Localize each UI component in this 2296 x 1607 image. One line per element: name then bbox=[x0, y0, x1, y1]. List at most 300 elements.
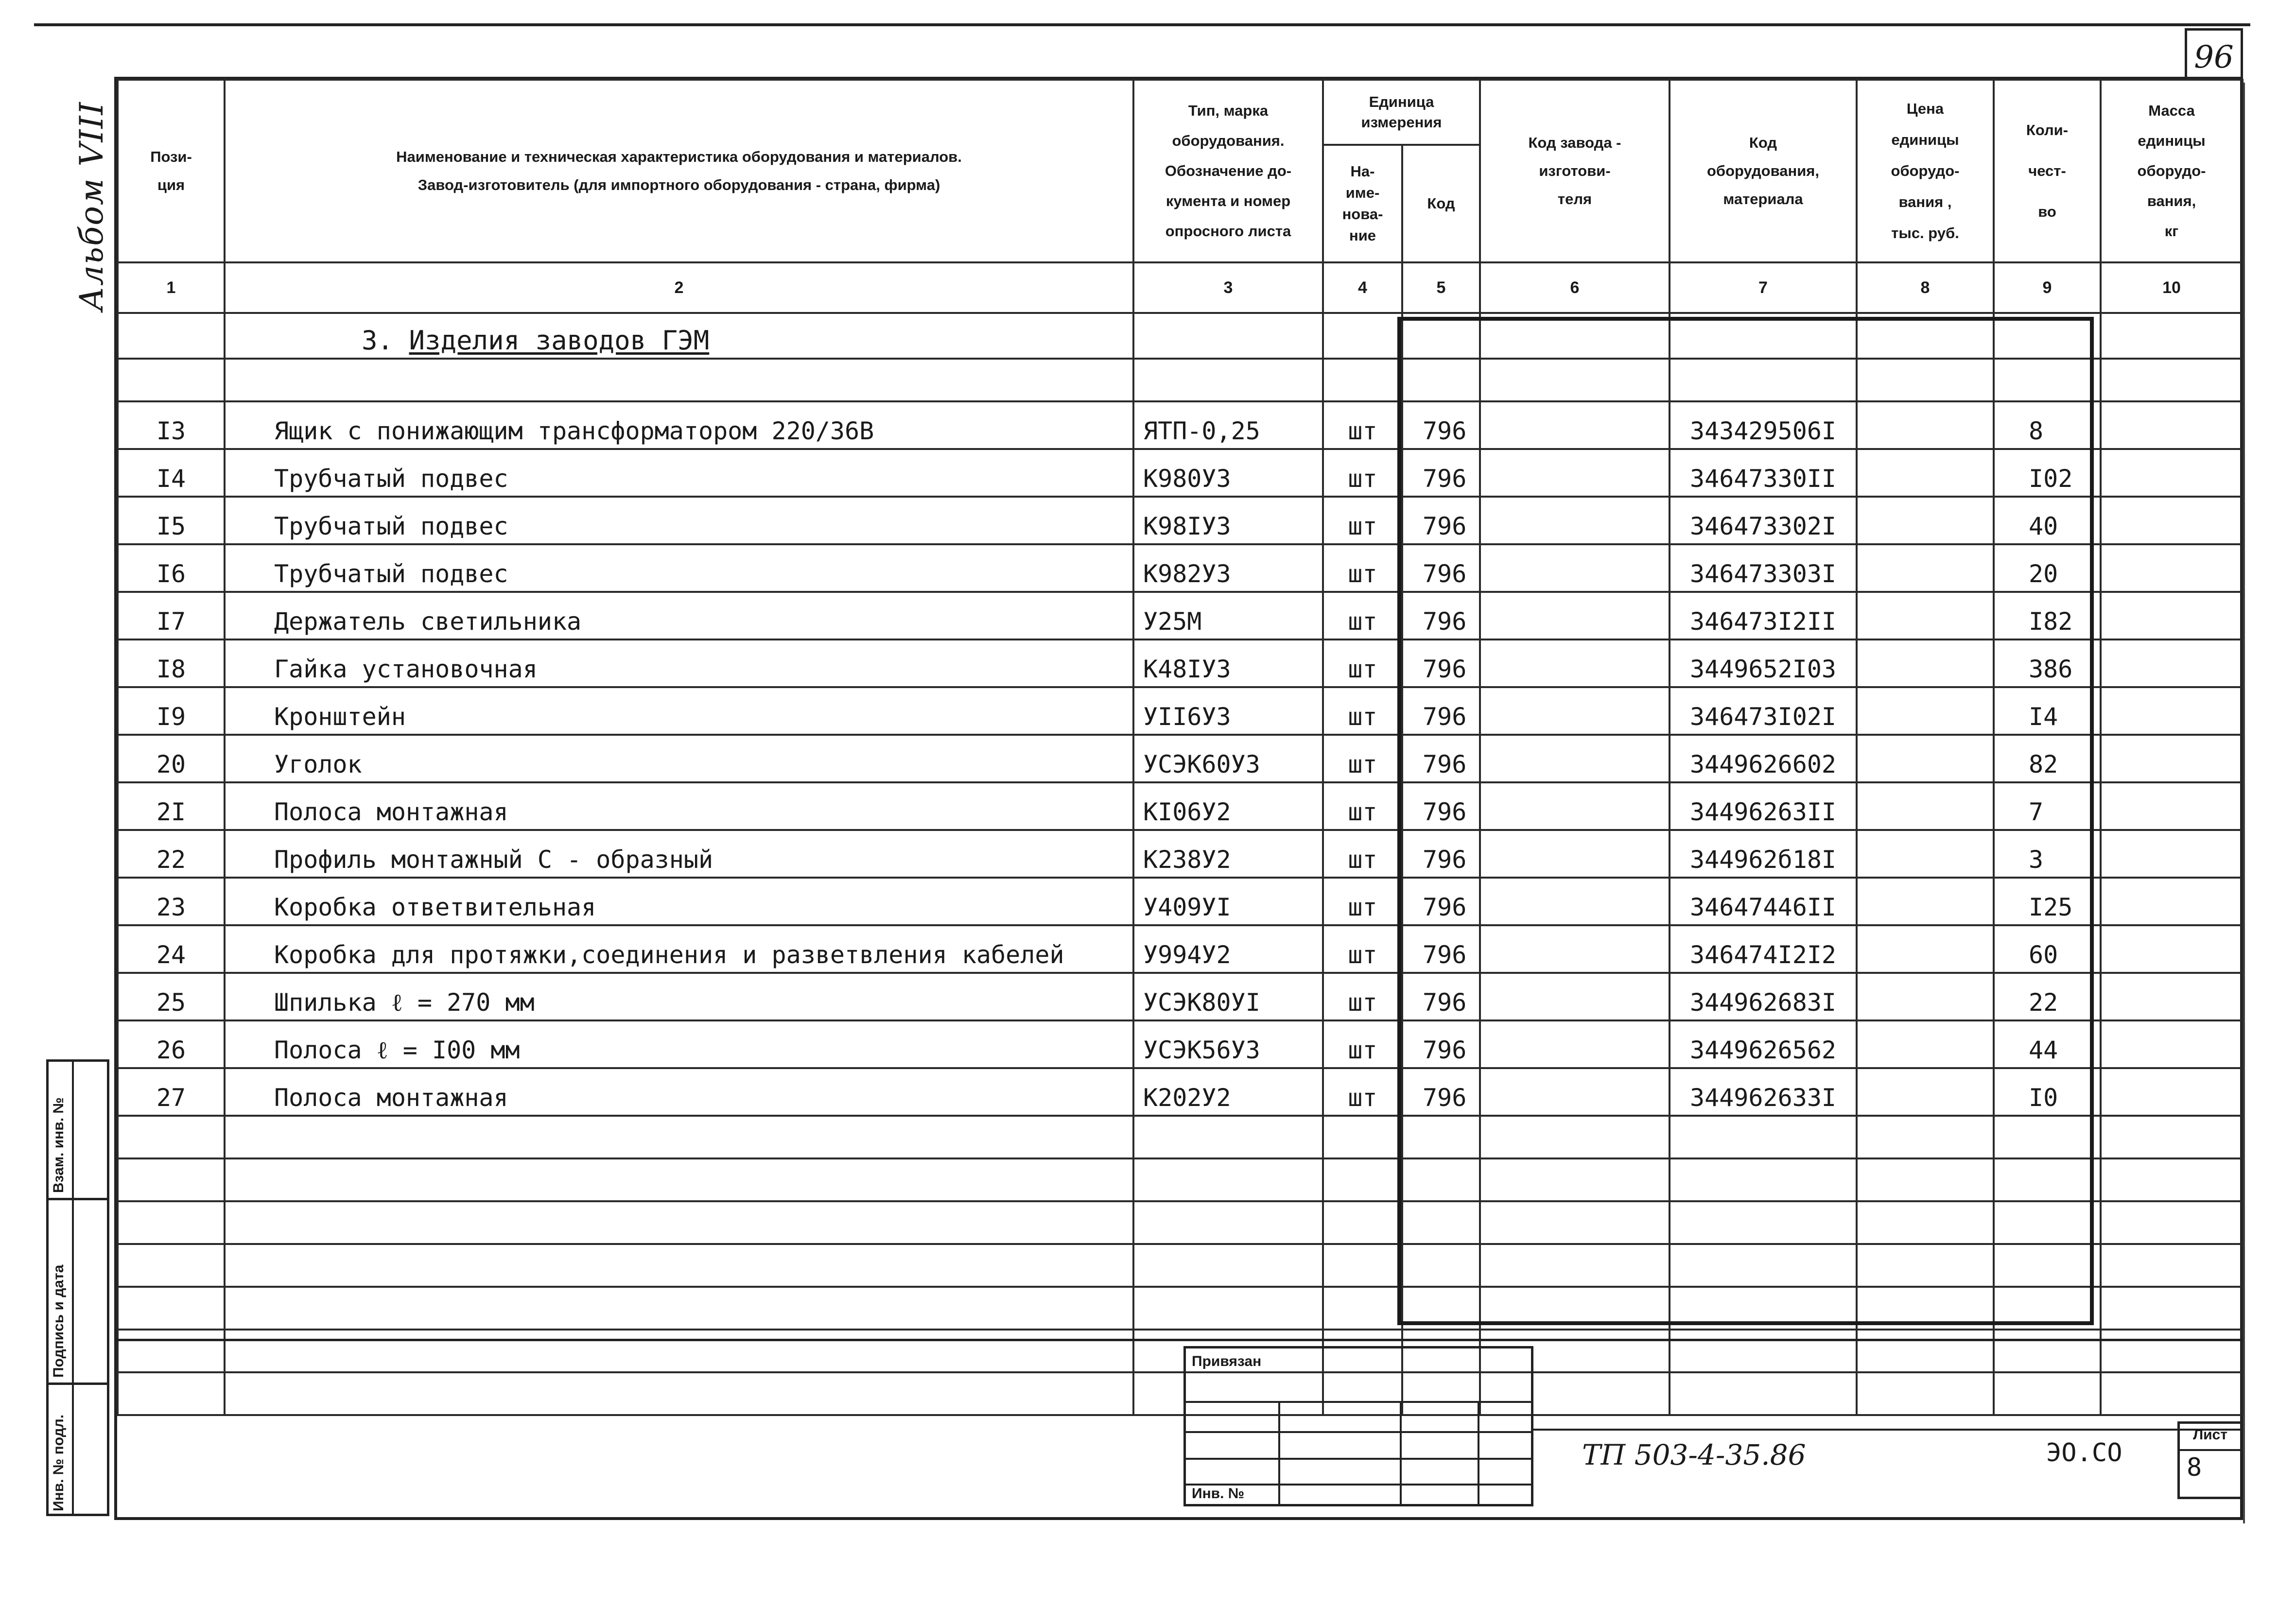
top-border-line bbox=[34, 23, 2250, 26]
section-cell bbox=[1994, 313, 2101, 359]
empty-cell bbox=[1670, 1244, 1857, 1287]
unit-cell: шт bbox=[1323, 1068, 1402, 1116]
column-number: 10 bbox=[2101, 262, 2243, 313]
empty-cell bbox=[1133, 1244, 1323, 1287]
quantity-cell: 22 bbox=[1994, 973, 2101, 1020]
sidebar-label-signature-date: Подпись и дата bbox=[51, 1264, 67, 1378]
unit-code-cell: 796 bbox=[1402, 639, 1480, 687]
table-row bbox=[118, 1020, 2243, 1068]
empty-cell bbox=[1994, 1372, 2101, 1415]
section-title-text: Изделия заводов ГЭМ bbox=[409, 325, 710, 356]
type-cell: К980УЗ bbox=[1133, 449, 1323, 497]
price-cell bbox=[1857, 1020, 1994, 1068]
price-cell bbox=[1857, 925, 1994, 973]
empty-cell bbox=[1670, 1287, 1857, 1330]
empty-cell bbox=[1857, 1158, 1994, 1201]
empty-row bbox=[118, 1372, 2243, 1415]
empty-cell bbox=[1480, 359, 1670, 401]
name-cell: Трубчатый подвес bbox=[225, 497, 1133, 544]
empty-cell bbox=[2101, 1287, 2243, 1330]
type-cell: К982УЗ bbox=[1133, 544, 1323, 592]
empty-cell bbox=[225, 1330, 1133, 1372]
empty-cell bbox=[1402, 1201, 1480, 1244]
unit-cell: шт bbox=[1323, 973, 1402, 1020]
unit-cell: шт bbox=[1323, 830, 1402, 878]
empty-cell bbox=[225, 1287, 1133, 1330]
position-cell: 20 bbox=[118, 735, 225, 782]
stamp-vline bbox=[1478, 1403, 1479, 1504]
empty-cell bbox=[1670, 1158, 1857, 1201]
empty-cell bbox=[225, 1116, 1133, 1158]
mass-cell bbox=[2101, 449, 2243, 497]
header-type bbox=[1133, 80, 1323, 262]
mass-cell bbox=[2101, 1020, 2243, 1068]
list-label: Лист bbox=[2193, 1427, 2227, 1443]
header-type-line: опросного листа bbox=[1165, 223, 1291, 240]
title-block-top-line bbox=[114, 1339, 2243, 1341]
empty-row bbox=[118, 1158, 2243, 1201]
equipment-code-cell: 346473I02I bbox=[1670, 687, 1857, 735]
factory-code-cell bbox=[1480, 973, 1670, 1020]
header-factory-code bbox=[1480, 80, 1670, 262]
empty-cell bbox=[1133, 1287, 1323, 1330]
price-cell bbox=[1857, 687, 1994, 735]
column-number: 1 bbox=[118, 262, 225, 313]
sidebar-label-original-inv: Инв. № подл. bbox=[51, 1414, 67, 1511]
empty-cell bbox=[225, 1201, 1133, 1244]
section-row bbox=[118, 313, 2243, 359]
column-number: 7 bbox=[1670, 262, 1857, 313]
empty-cell bbox=[1994, 359, 2101, 401]
header-factory-line: теля bbox=[1557, 190, 1592, 207]
type-cell: УСЭК60УЗ bbox=[1133, 735, 1323, 782]
header-quantity bbox=[1994, 80, 2101, 262]
quantity-cell: I82 bbox=[1994, 592, 2101, 639]
mass-cell bbox=[2101, 687, 2243, 735]
type-cell: УСЭК56УЗ bbox=[1133, 1020, 1323, 1068]
table-row bbox=[118, 592, 2243, 639]
factory-code-cell bbox=[1480, 1020, 1670, 1068]
empty-cell bbox=[1994, 1158, 2101, 1201]
empty-cell bbox=[1133, 1116, 1323, 1158]
empty-cell bbox=[1857, 1116, 1994, 1158]
empty-cell bbox=[1133, 1158, 1323, 1201]
header-mass-line: Масса bbox=[2148, 102, 2195, 119]
unit-code-cell: 796 bbox=[1402, 497, 1480, 544]
empty-row bbox=[118, 1287, 2243, 1330]
position-cell: 2I bbox=[118, 782, 225, 830]
position-cell: 23 bbox=[118, 878, 225, 925]
unit-code-cell: 796 bbox=[1402, 401, 1480, 449]
equipment-code-cell: 34647330II bbox=[1670, 449, 1857, 497]
header-position bbox=[118, 80, 225, 262]
header-type-line: оборудования. bbox=[1172, 132, 1285, 149]
sheet-number-box bbox=[2185, 28, 2243, 79]
unit-code-cell: 796 bbox=[1402, 1068, 1480, 1116]
title-block-mid-line bbox=[1533, 1429, 2243, 1431]
unit-code-cell: 796 bbox=[1402, 878, 1480, 925]
factory-code-cell bbox=[1480, 497, 1670, 544]
empty-cell bbox=[1857, 1287, 1994, 1330]
name-cell: Трубчатый подвес bbox=[225, 544, 1133, 592]
section-cell bbox=[2101, 313, 2243, 359]
column-number: 5 bbox=[1402, 262, 1480, 313]
header-mass-line: вания, bbox=[2147, 192, 2196, 209]
factory-code-cell bbox=[1480, 401, 1670, 449]
stamp-inventory-label: Инв. № bbox=[1192, 1486, 1245, 1502]
header-quantity-line: во bbox=[2038, 203, 2056, 220]
unit-code-cell: 796 bbox=[1402, 592, 1480, 639]
empty-cell bbox=[1402, 359, 1480, 401]
sheet-number: 96 bbox=[2194, 39, 2234, 75]
unit-code-cell: 796 bbox=[1402, 925, 1480, 973]
header-name bbox=[225, 80, 1133, 262]
empty-cell bbox=[1323, 359, 1402, 401]
header-equipment-line: материала bbox=[1723, 190, 1803, 207]
document-section-code: ЭО.СО bbox=[2046, 1438, 2122, 1468]
name-cell: Кронштейн bbox=[225, 687, 1133, 735]
section-cell bbox=[1323, 313, 1402, 359]
price-cell bbox=[1857, 544, 1994, 592]
header-equipment-code bbox=[1670, 80, 1857, 262]
mass-cell bbox=[2101, 1068, 2243, 1116]
table-row bbox=[118, 544, 2243, 592]
column-numbers-row bbox=[118, 262, 2243, 313]
album-label: Альбом VIII bbox=[73, 101, 110, 311]
column-number: 4 bbox=[1323, 262, 1402, 313]
document-code: ТП 503-4-35.86 bbox=[1582, 1438, 1806, 1471]
column-number: 8 bbox=[1857, 262, 1994, 313]
equipment-code-cell: 346474I2I2 bbox=[1670, 925, 1857, 973]
position-cell: 26 bbox=[118, 1020, 225, 1068]
header-price-line: Цена bbox=[1906, 100, 1944, 117]
empty-cell bbox=[1857, 1330, 1994, 1372]
empty-cell bbox=[1323, 1201, 1402, 1244]
price-cell bbox=[1857, 1068, 1994, 1116]
type-cell: К98IУЗ bbox=[1133, 497, 1323, 544]
position-cell: 22 bbox=[118, 830, 225, 878]
table-row bbox=[118, 735, 2243, 782]
unit-cell: шт bbox=[1323, 782, 1402, 830]
empty-cell bbox=[1857, 359, 1994, 401]
factory-code-cell bbox=[1480, 1068, 1670, 1116]
specification-table bbox=[117, 79, 2244, 1416]
binding-stamp bbox=[1183, 1346, 1533, 1506]
name-cell: Профиль монтажный С - образный bbox=[225, 830, 1133, 878]
quantity-cell: I4 bbox=[1994, 687, 2101, 735]
section-prefix: 3. bbox=[362, 325, 394, 356]
empty-cell bbox=[1994, 1116, 2101, 1158]
mass-cell bbox=[2101, 735, 2243, 782]
quantity-cell: 3 bbox=[1994, 830, 2101, 878]
table-row bbox=[118, 687, 2243, 735]
empty-cell bbox=[1857, 1201, 1994, 1244]
sidebar-divider bbox=[72, 1062, 74, 1514]
type-cell: УСЭК80УI bbox=[1133, 973, 1323, 1020]
type-cell: КI06У2 bbox=[1133, 782, 1323, 830]
quantity-cell: 386 bbox=[1994, 639, 2101, 687]
empty-cell bbox=[225, 1244, 1133, 1287]
header-mass bbox=[2101, 80, 2243, 262]
header-unit-code-text: Код bbox=[1427, 195, 1455, 212]
equipment-code-cell: 346473I2II bbox=[1670, 592, 1857, 639]
empty-cell bbox=[1670, 1116, 1857, 1158]
factory-code-cell bbox=[1480, 735, 1670, 782]
header-factory-line: изготови- bbox=[1539, 162, 1611, 179]
quantity-cell: 44 bbox=[1994, 1020, 2101, 1068]
section-cell bbox=[1133, 313, 1323, 359]
section-cell bbox=[1402, 313, 1480, 359]
empty-cell bbox=[1323, 1116, 1402, 1158]
factory-code-cell bbox=[1480, 639, 1670, 687]
header-unit-code bbox=[1402, 145, 1480, 262]
equipment-code-cell: 34496263II bbox=[1670, 782, 1857, 830]
position-cell: I5 bbox=[118, 497, 225, 544]
empty-cell bbox=[1402, 1116, 1480, 1158]
table-row bbox=[118, 782, 2243, 830]
type-cell: К238У2 bbox=[1133, 830, 1323, 878]
name-cell: Коробка для протяжки,соединения и разветвления кабелей bbox=[225, 925, 1133, 973]
unit-cell: шт bbox=[1323, 735, 1402, 782]
unit-code-cell: 796 bbox=[1402, 735, 1480, 782]
price-cell bbox=[1857, 497, 1994, 544]
empty-cell bbox=[1670, 1330, 1857, 1372]
header-equipment-line: оборудования, bbox=[1706, 162, 1819, 179]
empty-row bbox=[118, 359, 2243, 401]
header-price-line: вания , bbox=[1898, 193, 1952, 210]
sidebar-label-replaced-inv: Взам. инв. № bbox=[51, 1097, 67, 1193]
empty-cell bbox=[1994, 1287, 2101, 1330]
table-row bbox=[118, 449, 2243, 497]
position-cell: I8 bbox=[118, 639, 225, 687]
empty-cell bbox=[2101, 1116, 2243, 1158]
header-factory-line: Код завода - bbox=[1528, 134, 1621, 151]
name-cell: Держатель светильника bbox=[225, 592, 1133, 639]
mass-cell bbox=[2101, 639, 2243, 687]
factory-code-cell bbox=[1480, 830, 1670, 878]
quantity-cell: 7 bbox=[1994, 782, 2101, 830]
header-row-1 bbox=[118, 80, 2243, 145]
empty-cell bbox=[225, 359, 1133, 401]
position-cell: 25 bbox=[118, 973, 225, 1020]
header-equipment-line: Код bbox=[1749, 134, 1777, 151]
unit-cell: шт bbox=[1323, 925, 1402, 973]
price-cell bbox=[1857, 735, 1994, 782]
empty-cell bbox=[118, 1158, 225, 1201]
header-type-line: кумента и номер bbox=[1165, 192, 1291, 209]
empty-cell bbox=[2101, 359, 2243, 401]
unit-code-cell: 796 bbox=[1402, 782, 1480, 830]
header-mass-line: кг bbox=[2164, 223, 2179, 240]
quantity-cell: 40 bbox=[1994, 497, 2101, 544]
quantity-cell: 60 bbox=[1994, 925, 2101, 973]
factory-code-cell bbox=[1480, 592, 1670, 639]
header-price-line: тыс. руб. bbox=[1891, 225, 1959, 242]
mass-cell bbox=[2101, 544, 2243, 592]
table-row bbox=[118, 1068, 2243, 1116]
header-unit-text: Единица измерения bbox=[1361, 93, 1442, 131]
empty-cell bbox=[225, 1158, 1133, 1201]
name-cell: Полоса ℓ = I00 мм bbox=[225, 1020, 1133, 1068]
table-row bbox=[118, 830, 2243, 878]
unit-cell: шт bbox=[1323, 449, 1402, 497]
type-cell: К48IУЗ bbox=[1133, 639, 1323, 687]
column-number: 2 bbox=[225, 262, 1133, 313]
position-cell: I4 bbox=[118, 449, 225, 497]
unit-code-cell: 796 bbox=[1402, 449, 1480, 497]
table-row bbox=[118, 497, 2243, 544]
price-cell bbox=[1857, 592, 1994, 639]
quantity-cell: I25 bbox=[1994, 878, 2101, 925]
unit-cell: шт bbox=[1323, 401, 1402, 449]
header-unit-name-line: име- bbox=[1345, 184, 1380, 201]
empty-cell bbox=[1857, 1372, 1994, 1415]
section-pos-cell bbox=[118, 313, 225, 359]
type-cell: К202У2 bbox=[1133, 1068, 1323, 1116]
name-cell: Ящик с понижающим трансформатором 220/36В bbox=[225, 401, 1133, 449]
price-cell bbox=[1857, 878, 1994, 925]
list-value: 8 bbox=[2187, 1453, 2202, 1482]
position-cell: 27 bbox=[118, 1068, 225, 1116]
type-cell: У409УI bbox=[1133, 878, 1323, 925]
header-mass-line: оборудо- bbox=[2137, 162, 2206, 179]
mass-cell bbox=[2101, 782, 2243, 830]
price-cell bbox=[1857, 830, 1994, 878]
equipment-code-cell: 3449626562 bbox=[1670, 1020, 1857, 1068]
name-cell: Уголок bbox=[225, 735, 1133, 782]
type-cell: ЯТП-0,25 bbox=[1133, 401, 1323, 449]
empty-cell bbox=[225, 1372, 1133, 1415]
unit-cell: шт bbox=[1323, 544, 1402, 592]
empty-cell bbox=[2101, 1244, 2243, 1287]
empty-cell bbox=[1480, 1201, 1670, 1244]
price-cell bbox=[1857, 973, 1994, 1020]
empty-cell bbox=[1994, 1201, 2101, 1244]
type-cell: УII6УЗ bbox=[1133, 687, 1323, 735]
equipment-code-cell: 343429506I bbox=[1670, 401, 1857, 449]
section-cell bbox=[1670, 313, 1857, 359]
equipment-code-cell: 346473303I bbox=[1670, 544, 1857, 592]
empty-cell bbox=[118, 359, 225, 401]
empty-row bbox=[118, 1116, 2243, 1158]
stamp-vline bbox=[1400, 1403, 1402, 1504]
unit-code-cell: 796 bbox=[1402, 544, 1480, 592]
empty-cell bbox=[118, 1330, 225, 1372]
equipment-code-cell: 346473302I bbox=[1670, 497, 1857, 544]
price-cell bbox=[1857, 639, 1994, 687]
header-quantity-line: чест- bbox=[2028, 162, 2066, 179]
equipment-code-cell: 34647446II bbox=[1670, 878, 1857, 925]
mass-cell bbox=[2101, 973, 2243, 1020]
mass-cell bbox=[2101, 830, 2243, 878]
header-price-line: единицы bbox=[1891, 131, 1959, 148]
header-price bbox=[1857, 80, 1994, 262]
factory-code-cell bbox=[1480, 878, 1670, 925]
empty-cell bbox=[118, 1372, 225, 1415]
empty-cell bbox=[118, 1287, 225, 1330]
equipment-code-cell: 3449626602 bbox=[1670, 735, 1857, 782]
table-row bbox=[118, 925, 2243, 973]
name-cell: Трубчатый подвес bbox=[225, 449, 1133, 497]
approval-sidebar bbox=[46, 1059, 109, 1516]
name-cell: Коробка ответвительная bbox=[225, 878, 1133, 925]
mass-cell bbox=[2101, 592, 2243, 639]
position-cell: I3 bbox=[118, 401, 225, 449]
empty-cell bbox=[2101, 1330, 2243, 1372]
quantity-cell: I02 bbox=[1994, 449, 2101, 497]
empty-cell bbox=[1480, 1116, 1670, 1158]
position-cell: I6 bbox=[118, 544, 225, 592]
empty-cell bbox=[1994, 1330, 2101, 1372]
table-row bbox=[118, 401, 2243, 449]
header-unit-name-line: нова- bbox=[1342, 206, 1383, 223]
unit-code-cell: 796 bbox=[1402, 1020, 1480, 1068]
equipment-code-cell: 344962б18I bbox=[1670, 830, 1857, 878]
position-cell: 24 bbox=[118, 925, 225, 973]
column-number: 9 bbox=[1994, 262, 2101, 313]
unit-cell: шт bbox=[1323, 639, 1402, 687]
factory-code-cell bbox=[1480, 687, 1670, 735]
type-cell: У994У2 bbox=[1133, 925, 1323, 973]
table-row bbox=[118, 639, 2243, 687]
header-unit-name bbox=[1323, 145, 1402, 262]
name-cell: Полоса монтажная bbox=[225, 782, 1133, 830]
empty-cell bbox=[1323, 1158, 1402, 1201]
header-price-line: оборудо- bbox=[1891, 162, 1960, 179]
column-number: 6 bbox=[1480, 262, 1670, 313]
list-separator bbox=[2180, 1449, 2241, 1451]
equipment-code-cell: 3449652I03 bbox=[1670, 639, 1857, 687]
empty-cell bbox=[1323, 1287, 1402, 1330]
empty-cell bbox=[1480, 1244, 1670, 1287]
header-quantity-line: Коли- bbox=[2026, 121, 2069, 138]
header-position-line: Пози- bbox=[150, 148, 192, 165]
header-unit-name-line: ние bbox=[1349, 227, 1376, 244]
empty-cell bbox=[2101, 1201, 2243, 1244]
stamp-label: Привязан bbox=[1192, 1353, 1262, 1369]
quantity-cell: 8 bbox=[1994, 401, 2101, 449]
empty-cell bbox=[1857, 1244, 1994, 1287]
empty-cell bbox=[118, 1201, 225, 1244]
header-name-line: Завод-изготовитель (для импортного оборудования - страна, фирма) bbox=[417, 176, 940, 193]
empty-cell bbox=[118, 1116, 225, 1158]
name-cell: Шпилька ℓ = 270 мм bbox=[225, 973, 1133, 1020]
header-type-line: Тип, марка bbox=[1188, 102, 1269, 119]
equipment-code-cell: 344962683I bbox=[1670, 973, 1857, 1020]
empty-cell bbox=[1480, 1158, 1670, 1201]
header-type-line: Обозначение до- bbox=[1165, 162, 1292, 179]
equipment-code-cell: 344962633I bbox=[1670, 1068, 1857, 1116]
position-cell: I7 bbox=[118, 592, 225, 639]
table-row bbox=[118, 973, 2243, 1020]
sidebar-separator bbox=[49, 1198, 107, 1200]
empty-cell bbox=[1133, 1201, 1323, 1244]
unit-code-cell: 796 bbox=[1402, 830, 1480, 878]
table-row bbox=[118, 878, 2243, 925]
quantity-cell: 82 bbox=[1994, 735, 2101, 782]
unit-cell: шт bbox=[1323, 1020, 1402, 1068]
empty-cell bbox=[1480, 1287, 1670, 1330]
section-title bbox=[225, 313, 1133, 359]
mass-cell bbox=[2101, 497, 2243, 544]
empty-cell bbox=[1670, 359, 1857, 401]
empty-cell bbox=[2101, 1158, 2243, 1201]
name-cell: Гайка установочная bbox=[225, 639, 1133, 687]
header-unit-name-line: На- bbox=[1350, 163, 1375, 180]
price-cell bbox=[1857, 401, 1994, 449]
quantity-cell: 20 bbox=[1994, 544, 2101, 592]
type-cell: У25М bbox=[1133, 592, 1323, 639]
